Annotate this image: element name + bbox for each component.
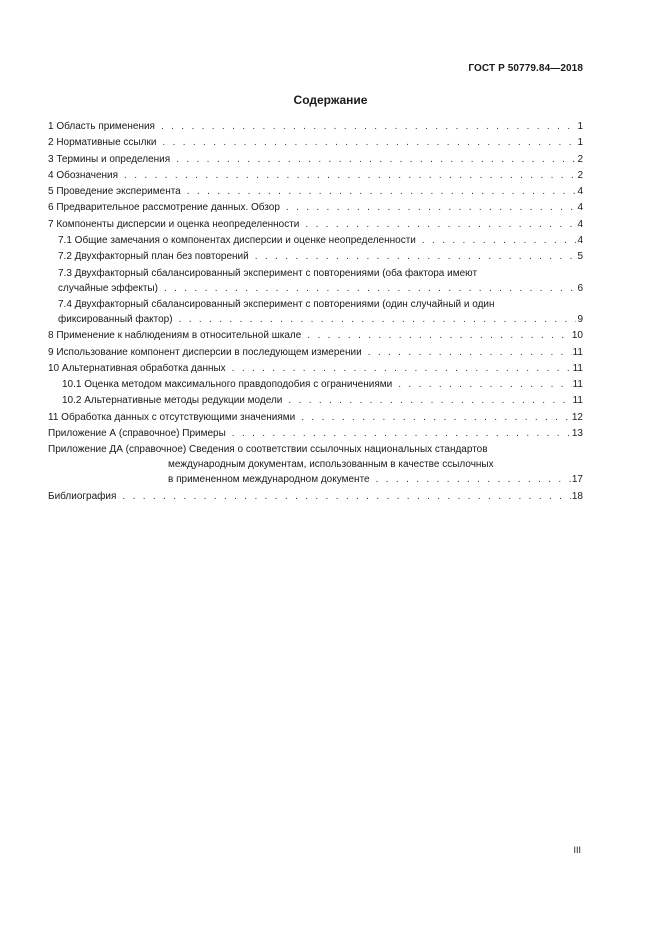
toc-page-number: 18: [571, 490, 583, 502]
toc-entry-text: 4 Обозначения: [48, 169, 119, 181]
toc-page-number: 4: [577, 202, 583, 214]
toc-leader-dots: [187, 184, 577, 199]
toc-entry-text: 7.1 Общие замечания о компонентах дисперсии и оценке неопределенности: [58, 235, 416, 247]
toc-leader-dots: [232, 361, 572, 376]
toc-leader-dots: [307, 328, 571, 343]
toc-entry-8[interactable]: [48, 328, 583, 343]
toc-page-number: 2: [577, 153, 583, 165]
toc-leader-dots: [368, 345, 572, 360]
toc-entry-10-2[interactable]: [48, 393, 583, 408]
toc-page-number: 4: [577, 218, 583, 230]
toc-entry-appendix-da[interactable]: [48, 442, 583, 487]
toc-page-number: 9: [577, 313, 583, 325]
toc-leader-dots: [422, 233, 577, 248]
toc-entry-text-line1: Приложение ДА (справочное) Сведения о соответствии ссылочных национальных стандартов: [48, 444, 488, 456]
toc-leader-dots: [179, 312, 577, 327]
toc-entry-text: 10 Альтернативная обработка данных: [48, 362, 226, 374]
toc-entry-6[interactable]: [48, 200, 583, 215]
toc-leader-dots: [288, 393, 571, 408]
toc-page-number: 1: [577, 137, 583, 149]
toc-entry-text-line1: 7.3 Двухфакторный сбалансированный эксперимент с повторениями (оба фактора имеют: [58, 267, 478, 279]
toc-leader-dots: [124, 168, 576, 183]
document-code: ГОСТ Р 50779.84—2018: [468, 63, 583, 74]
toc-page-number: 4: [577, 186, 583, 198]
toc-page-number: 11: [572, 346, 583, 358]
toc-leader-dots: [122, 489, 570, 504]
page-number: III: [573, 845, 581, 855]
toc-entry-text: 9 Использование компонент дисперсии в последующем измерении: [48, 346, 362, 358]
toc-page-number: 10: [571, 330, 583, 342]
toc-entry-text: в примененном международном документе: [168, 474, 370, 486]
toc-entry-text: случайные эффекты): [58, 282, 158, 294]
toc-page-number: 17: [571, 474, 583, 486]
toc-entry-5[interactable]: [48, 184, 583, 199]
toc-leader-dots: [376, 472, 571, 487]
toc-entry-11[interactable]: [48, 410, 583, 425]
toc-leader-dots: [161, 119, 576, 134]
toc-page-number: 11: [572, 379, 583, 391]
toc-entry-text: 7 Компоненты дисперсии и оценка неопределенности: [48, 218, 300, 230]
toc-entry-text: Библиография: [48, 490, 117, 502]
toc-entry-9[interactable]: [48, 345, 583, 360]
toc-leader-dots: [398, 377, 571, 392]
toc-entry-text: 1 Область применения: [48, 121, 155, 132]
table-of-contents: [48, 119, 583, 504]
toc-entry-text: 10.1 Оценка методом максимального правдоподобия с ограничениями: [62, 379, 393, 391]
toc-entry-text: 11 Обработка данных с отсутствующими значениями: [48, 411, 296, 423]
toc-entry-3[interactable]: [48, 152, 583, 167]
toc-page-number: 6: [577, 282, 583, 294]
toc-page-number: 1: [577, 121, 583, 132]
toc-entry-text: 8 Применение к наблюдениям в относительной шкале: [48, 330, 302, 342]
toc-entry-text: 7.2 Двухфакторный план без повторений: [58, 251, 249, 263]
toc-page-number: 5: [577, 251, 583, 263]
toc-leader-dots: [255, 249, 577, 264]
toc-title: Содержание: [293, 93, 368, 107]
toc-page-number: 11: [572, 395, 583, 407]
toc-page-number: 12: [571, 411, 583, 423]
toc-entry-text: 2 Нормативные ссылки: [48, 137, 157, 149]
toc-entry-text: 10.2 Альтернативные методы редукции модели: [62, 395, 283, 407]
toc-entry-text: 3 Термины и определения: [48, 153, 171, 165]
toc-entry-7-1[interactable]: [48, 233, 583, 248]
toc-entry-7-4[interactable]: [48, 297, 583, 327]
toc-entry-10[interactable]: [48, 361, 583, 376]
toc-entry-7[interactable]: [48, 217, 583, 232]
toc-entry-text-line2: международным документам, использованным в качестве ссылочных: [168, 459, 494, 471]
toc-entry-7-2[interactable]: [48, 249, 583, 264]
toc-entry-text: 6 Предварительное рассмотрение данных. Обзор: [48, 202, 280, 214]
toc-page-number: 4: [577, 235, 583, 247]
toc-entry-appendix-a[interactable]: [48, 426, 583, 441]
toc-entry-text: Приложение А (справочное) Примеры: [48, 428, 226, 440]
toc-entry-7-3[interactable]: [48, 266, 583, 296]
toc-page-number: 2: [577, 169, 583, 181]
toc-leader-dots: [232, 426, 571, 441]
toc-leader-dots: [301, 410, 571, 425]
toc-entry-10-1[interactable]: [48, 377, 583, 392]
toc-entry-text: фиксированный фактор): [58, 313, 173, 325]
toc-page-number: 13: [571, 428, 583, 440]
toc-entry-2[interactable]: [48, 135, 583, 150]
toc-entry-text: 5 Проведение эксперимента: [48, 186, 181, 198]
toc-page-number: 11: [572, 362, 583, 374]
toc-entry-bibliography[interactable]: [48, 489, 583, 504]
toc-entry-1[interactable]: [48, 119, 583, 134]
toc-leader-dots: [305, 217, 576, 232]
toc-entry-text-line1: 7.4 Двухфакторный сбалансированный эксперимент с повторениями (один случайный и один: [58, 298, 495, 310]
toc-leader-dots: [162, 135, 576, 150]
toc-entry-4[interactable]: [48, 168, 583, 183]
toc-leader-dots: [286, 200, 577, 215]
toc-leader-dots: [176, 152, 576, 167]
toc-leader-dots: [164, 281, 576, 296]
